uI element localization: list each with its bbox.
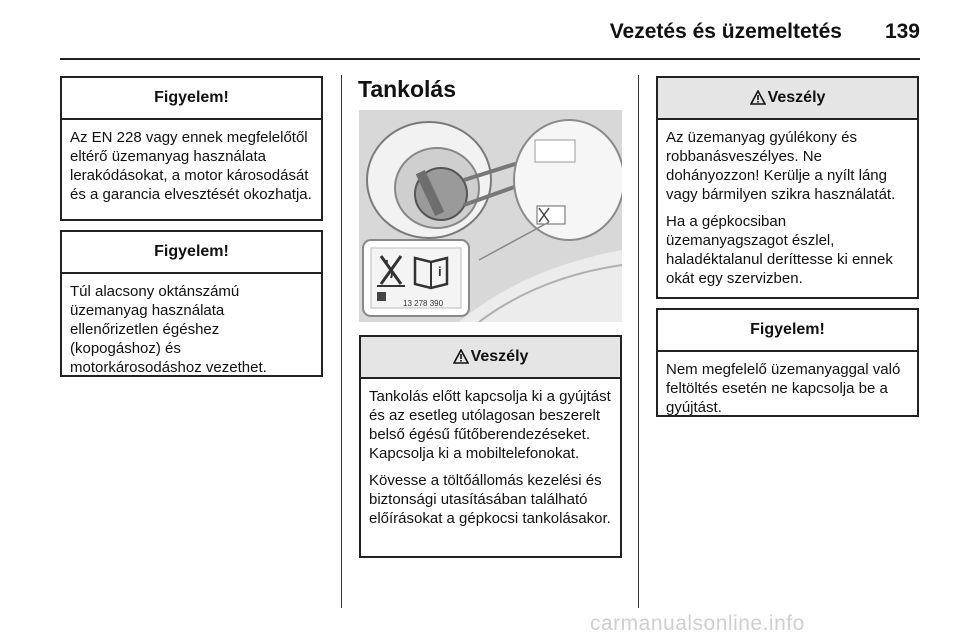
fuel-filler-illustration: [359, 110, 622, 322]
notice-text: [62, 274, 321, 385]
notice-paragraph: Túl alacsony oktánszámú üzemanyag használata ellenőrizetlen égéshez (kopogáshoz) és motorkárosodáshoz vezethet.: [70, 283, 267, 376]
header-rule: [60, 58, 920, 60]
notice-box-fuel-standard: [60, 76, 323, 221]
column-divider-right: [638, 75, 639, 608]
danger-paragraph: Tankolás előtt kapcsolja ki a gyújtást és az esetleg utólagosan beszerelt belső égésű fűtőberendezéseket. Kapcsolja ki a mobiltelefonokat.: [369, 388, 611, 462]
danger-heading: [658, 78, 917, 120]
warning-triangle-icon: [453, 349, 469, 364]
notice-paragraph: Az EN 228 vagy ennek megfelelőtől eltérő üzemanyag használata lerakódásokat, a motor károsodását és a garancia elvesztését okozhatja.: [70, 129, 312, 203]
notice-paragraph: Nem megfelelő üzemanyaggal való feltöltés esetén ne kapcsolja be a gyújtást.: [666, 361, 901, 416]
danger-paragraph: Ha a gépkocsiban üzemanyagszagot észlel, haladéktalanul deríttesse ki ennek okát egy szervizben.: [666, 213, 893, 287]
danger-text: [658, 120, 917, 296]
danger-heading: [361, 337, 620, 379]
danger-text: [361, 379, 620, 536]
fuel-filler-flap-figure: [359, 110, 622, 322]
watermark: carmanualsonline.info: [590, 612, 805, 635]
danger-heading-text: Veszély: [470, 348, 529, 365]
figure-code: 13 278 390: [403, 299, 444, 308]
notice-heading: Figyelem!: [62, 78, 321, 120]
notice-heading: Figyelem!: [658, 310, 917, 352]
notice-text: [658, 352, 917, 425]
page-header: [0, 0, 960, 60]
danger-box-flammable: [656, 76, 919, 299]
danger-box-refueling: [359, 335, 622, 558]
notice-box-octane: [60, 230, 323, 377]
svg-text:i: i: [438, 264, 442, 279]
notice-text: [62, 120, 321, 212]
header-title: Vezetés és üzemeltetés: [609, 20, 842, 43]
notice-box-wrong-fuel: [656, 308, 919, 417]
danger-heading-text: Veszély: [767, 89, 826, 106]
warning-triangle-icon: [750, 90, 766, 105]
danger-paragraph: Kövesse a töltőállomás kezelési és biztonsági utasításában található előírásokat a gépkocsi tankolásakor.: [369, 472, 611, 527]
danger-paragraph: Az üzemanyag gyúlékony és robbanásveszélyes. Ne dohányozzon! Kerülje a nyílt láng vagy bármilyen szikra használatát.: [666, 129, 896, 203]
column-divider-left: [341, 75, 342, 608]
section-title: Tankolás: [358, 76, 456, 102]
page-number: 139: [884, 20, 920, 43]
notice-heading: Figyelem!: [62, 232, 321, 274]
